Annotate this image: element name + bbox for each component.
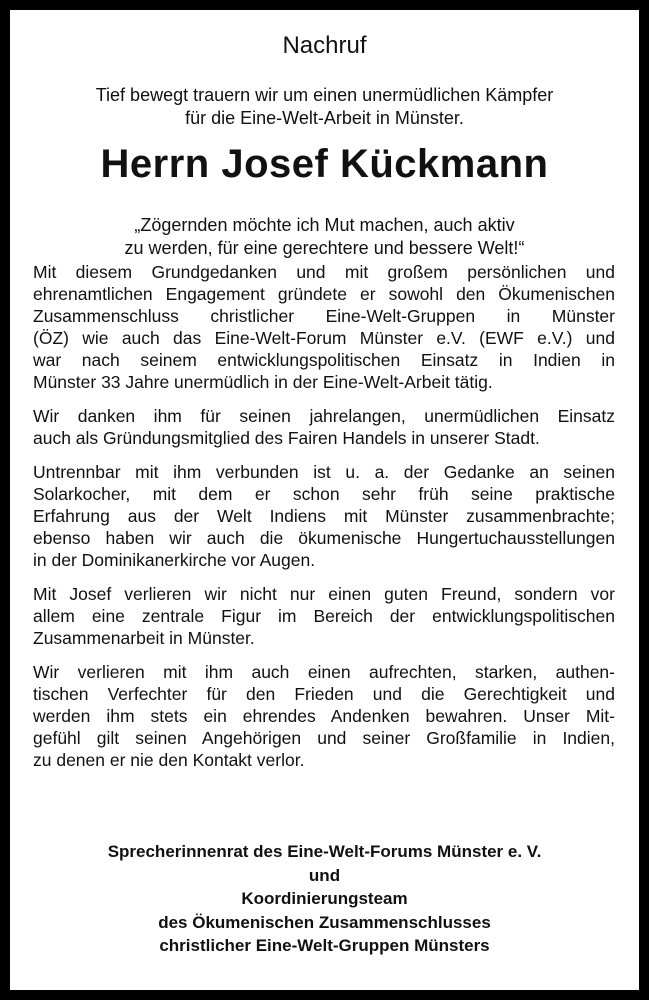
signatory-line: des Ökumenischen Zusammenschlusses	[158, 912, 491, 932]
paragraph	[33, 461, 615, 571]
signatory-line: christlicher Eine-Welt-Gruppen Münsters	[159, 936, 490, 955]
paragraph-line: zu denen er nie den Kontakt verlor.	[33, 750, 305, 770]
paragraph	[33, 261, 615, 393]
paragraph-line: Mit diesem Grundgedanken und mit großem persönlichen und	[33, 262, 615, 282]
paragraph-line: in der Dominikanerkirche vor Augen.	[33, 550, 316, 570]
paragraph-line: auch als Gründungsmitglied des Fairen Handels in unserer Stadt.	[33, 428, 540, 448]
intro-line: Tief bewegt trauern wir um einen unermüdlichen Kämpfer	[95, 85, 554, 105]
quote-line: „Zögernden möchte ich Mut machen, auch aktiv	[134, 215, 515, 235]
paragraph-line: (ÖZ) wie auch das Eine-Welt-Forum Münster e.V. (EWF e.V.) und	[33, 328, 615, 348]
quote	[10, 214, 639, 260]
paragraph-line: allem eine zentrale Figur im Bereich der entwicklungspolitischen	[33, 606, 615, 626]
obituary-notice	[10, 10, 639, 990]
paragraph-line: ebenso haben wir auch die ökumenische Hungertuchausstellungen	[33, 528, 615, 548]
paragraph-line: Untrennbar mit ihm verbunden ist u. a. der Gedanke an seinen	[33, 462, 615, 482]
paragraph-line: Erfahrung aus der Welt Indiens mit Münster zusammenbrachte;	[33, 506, 615, 526]
paragraph-line: tischen Verfechter für den Frieden und die Gerechtigkeit und	[33, 684, 615, 704]
body-text	[33, 261, 615, 783]
paragraph-line: Münster 33 Jahre unermüdlich in der Eine-Welt-Arbeit tätig.	[33, 372, 493, 392]
paragraph-line: war nach seinem entwicklungspolitischen Einsatz in Indien in	[33, 350, 615, 370]
paragraph	[33, 405, 615, 449]
paragraph-line: Zusammenschluss christlicher Eine-Welt-Gruppen in Münster	[33, 306, 615, 326]
signatory-line: Sprecherinnenrat des Eine-Welt-Forums Münster e. V.	[107, 842, 542, 861]
paragraph	[33, 661, 615, 771]
notice-title: Nachruf	[282, 32, 367, 59]
paragraph-line: werden ihm stets ein ehrendes Andenken bewahren. Unser Mit-	[33, 706, 615, 726]
paragraph-line: Wir danken ihm für seinen jahrelangen, unermüdlichen Einsatz	[33, 406, 615, 426]
paragraph-line: Mit Josef verlieren wir nicht nur einen guten Freund, sondern vor	[33, 584, 615, 604]
deceased-name: Herrn Josef Kückmann	[100, 142, 549, 186]
signatory-line: Koordinierungsteam	[241, 889, 408, 908]
signatory-line: und	[308, 865, 341, 885]
paragraph-line: ehrenamtlichen Engagement gründete er sowohl den Ökumenischen	[33, 284, 615, 304]
quote-line: zu werden, für eine gerechtere und bessere Welt!“	[124, 238, 525, 258]
paragraph-line: Wir verlieren mit ihm auch einen aufrechten, starken, authen-	[33, 662, 615, 682]
paragraph-line: Zusammenarbeit in Münster.	[33, 628, 255, 648]
intro-line: für die Eine-Welt-Arbeit in Münster.	[185, 108, 464, 128]
signatories	[10, 840, 639, 958]
paragraph-line: Solarkocher, mit dem er schon sehr früh seine praktische	[33, 484, 615, 504]
paragraph	[33, 583, 615, 649]
intro-text	[10, 84, 639, 130]
paragraph-line: gefühl gilt seinen Angehörigen und seiner Großfamilie in Indien,	[33, 728, 615, 748]
